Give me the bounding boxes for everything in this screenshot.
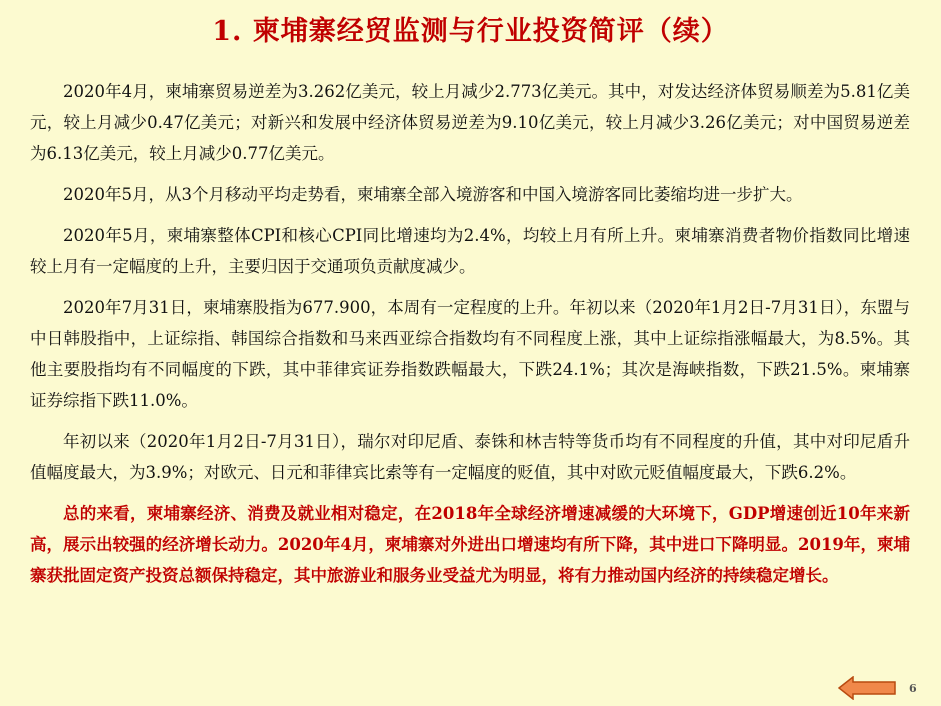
paragraph-stock-index: 2020年7月31日，柬埔寨股指为677.900，本周有一定程度的上升。年初以来（2020年1月2日-7月31日），东盟与中日韩股指中，上证综指、韩国综合指数和马来西亚综合指数均有不同程度上涨，其中上证综指涨幅最大，为8.5%。其他主要股指均有不同幅度的下跌，其中菲律宾证券指数跌幅最大，下跌24.1%；其次是海峡指数，下跌21.5%。柬埔寨证券综指下跌11.0%。 [30, 298, 910, 410]
paragraph-trade-balance: 2020年4月，柬埔寨贸易逆差为3.262亿美元，较上月减少2.773亿美元。其中，对发达经济体贸易顺差为5.81亿美元，较上月减少0.47亿美元；对新兴和发展中经济体贸易逆差为9.10亿美元，较上月减少3.26亿美元；对中国贸易逆差为6.13亿美元，较上月减少0.77亿美元。 [30, 82, 910, 163]
page-number: 6 [909, 682, 917, 695]
left-arrow-icon [838, 676, 896, 700]
previous-slide-button[interactable] [838, 676, 896, 700]
paragraph-summary: 总的来看，柬埔寨经济、消费及就业相对稳定，在2018年全球经济增速减缓的大环境下，GDP增速创近10年来新高，展示出较强的经济增长动力。2020年4月，柬埔寨对外进出口增速均有所下降，其中进口下降明显。2019年，柬埔寨获批固定资产投资总额保持稳定，其中旅游业和服务业受益尤为明显，将有力推动国内经济的持续稳定增长。 [30, 504, 910, 585]
paragraph-exchange-rate: 年初以来（2020年1月2日-7月31日），瑞尔对印尼盾、泰铢和林吉特等货币均有不同程度的升值，其中对印尼盾升值幅度最大，为3.9%；对欧元、日元和菲律宾比索等有一定幅度的贬值，其中对欧元贬值幅度最大，下跌6.2%。 [30, 432, 910, 482]
paragraph-cpi: 2020年5月，柬埔寨整体CPI和核心CPI同比增速均为2.4%，均较上月有所上升。柬埔寨消费者物价指数同比增速较上月有一定幅度的上升，主要归因于交通项负贡献度减少。 [30, 226, 910, 276]
slide-title: 1. 柬埔寨经贸监测与行业投资简评（续） [212, 16, 729, 47]
paragraph-tourism: 2020年5月，从3个月移动平均走势看，柬埔寨全部入境游客和中国入境游客同比萎缩均进一步扩大。 [63, 185, 803, 204]
slide-body [30, 76, 910, 601]
